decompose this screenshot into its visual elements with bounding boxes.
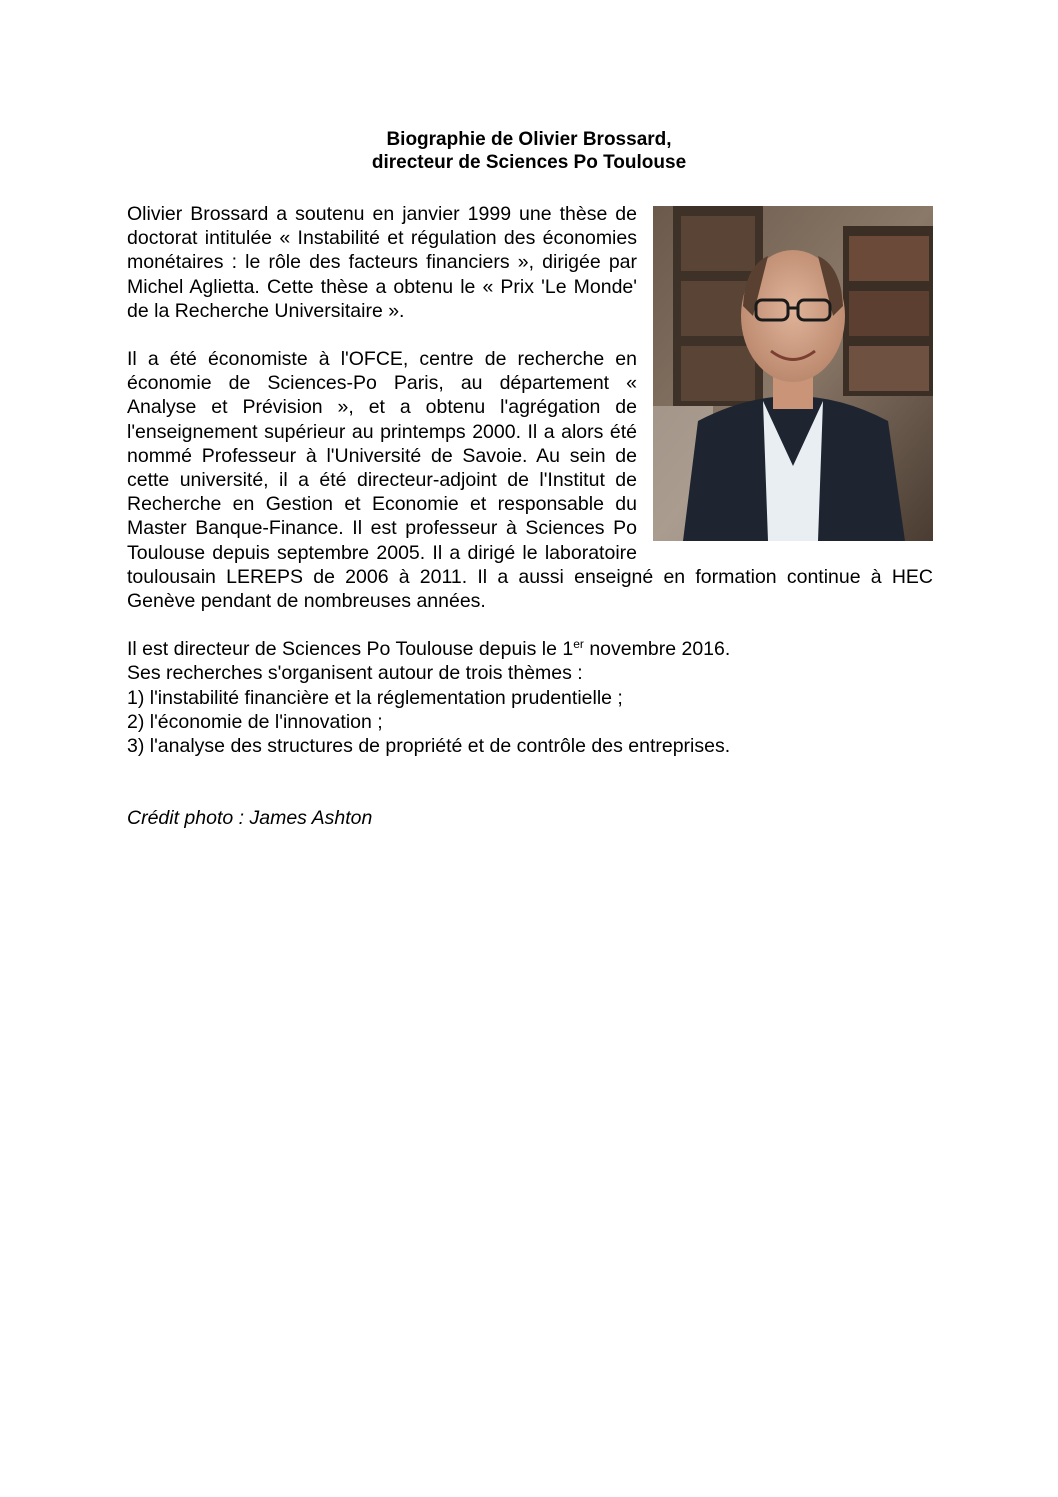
director-date: novembre 2016. <box>583 638 731 661</box>
director-text: Il est directeur de Sciences Po Toulouse depuis le 1 <box>127 638 574 661</box>
themes-intro: Ses recherches s'organisent autour de trois thèmes : <box>127 662 583 685</box>
theme-item-2: 2) l'économie de l'innovation ; <box>127 710 383 733</box>
portrait-photo <box>653 206 933 541</box>
director-superscript: er <box>573 637 584 652</box>
theme-item-3: 3) l'analyse des structures de propriété et de contrôle des entreprises. <box>127 735 731 758</box>
title-line-1: Biographie de Olivier Brossard, <box>386 129 672 150</box>
biography-body <box>127 202 933 830</box>
paragraph-career: Il a été économiste à l'OFCE, centre de recherche en économie de Sciences-Po Paris, au département « Analyse et Prévision », et a obtenu l'agrégation de l'enseignement supérieur au printemps 2000. Il a alors été nommé Professeur à l'Université de Savoie. Au sein de cette université, il a été directeur-adjoint de l'Institut de Recherche en Gestion et Economie et responsable du Master Banque-Finance. Il est professeur à Sciences Po Toulouse depuis septembre 2005. Il a dirigé le laboratoire toulousain LEREPS de 2006 à 2011. Il a aussi enseigné en formation continue à HEC Genève pendant de nombreuses années. <box>127 348 933 613</box>
title-line-2: directeur de Sciences Po Toulouse <box>371 152 687 173</box>
director-line <box>127 637 933 661</box>
theme-item-1: 1) l'instabilité financière et la réglementation prudentielle ; <box>127 686 623 709</box>
paragraph-thesis: Olivier Brossard a soutenu en janvier 1999 une thèse de doctorat intitulée « Instabilité et régulation des économies monétaires : le rôle des facteurs financiers », dirigée par Michel Aglietta. Cette thèse a obtenu le « Prix 'Le Monde' de la Recherche Universitaire ». <box>127 203 637 322</box>
page-title <box>0 128 1058 174</box>
photo-credit: Crédit photo : James Ashton <box>127 807 373 830</box>
